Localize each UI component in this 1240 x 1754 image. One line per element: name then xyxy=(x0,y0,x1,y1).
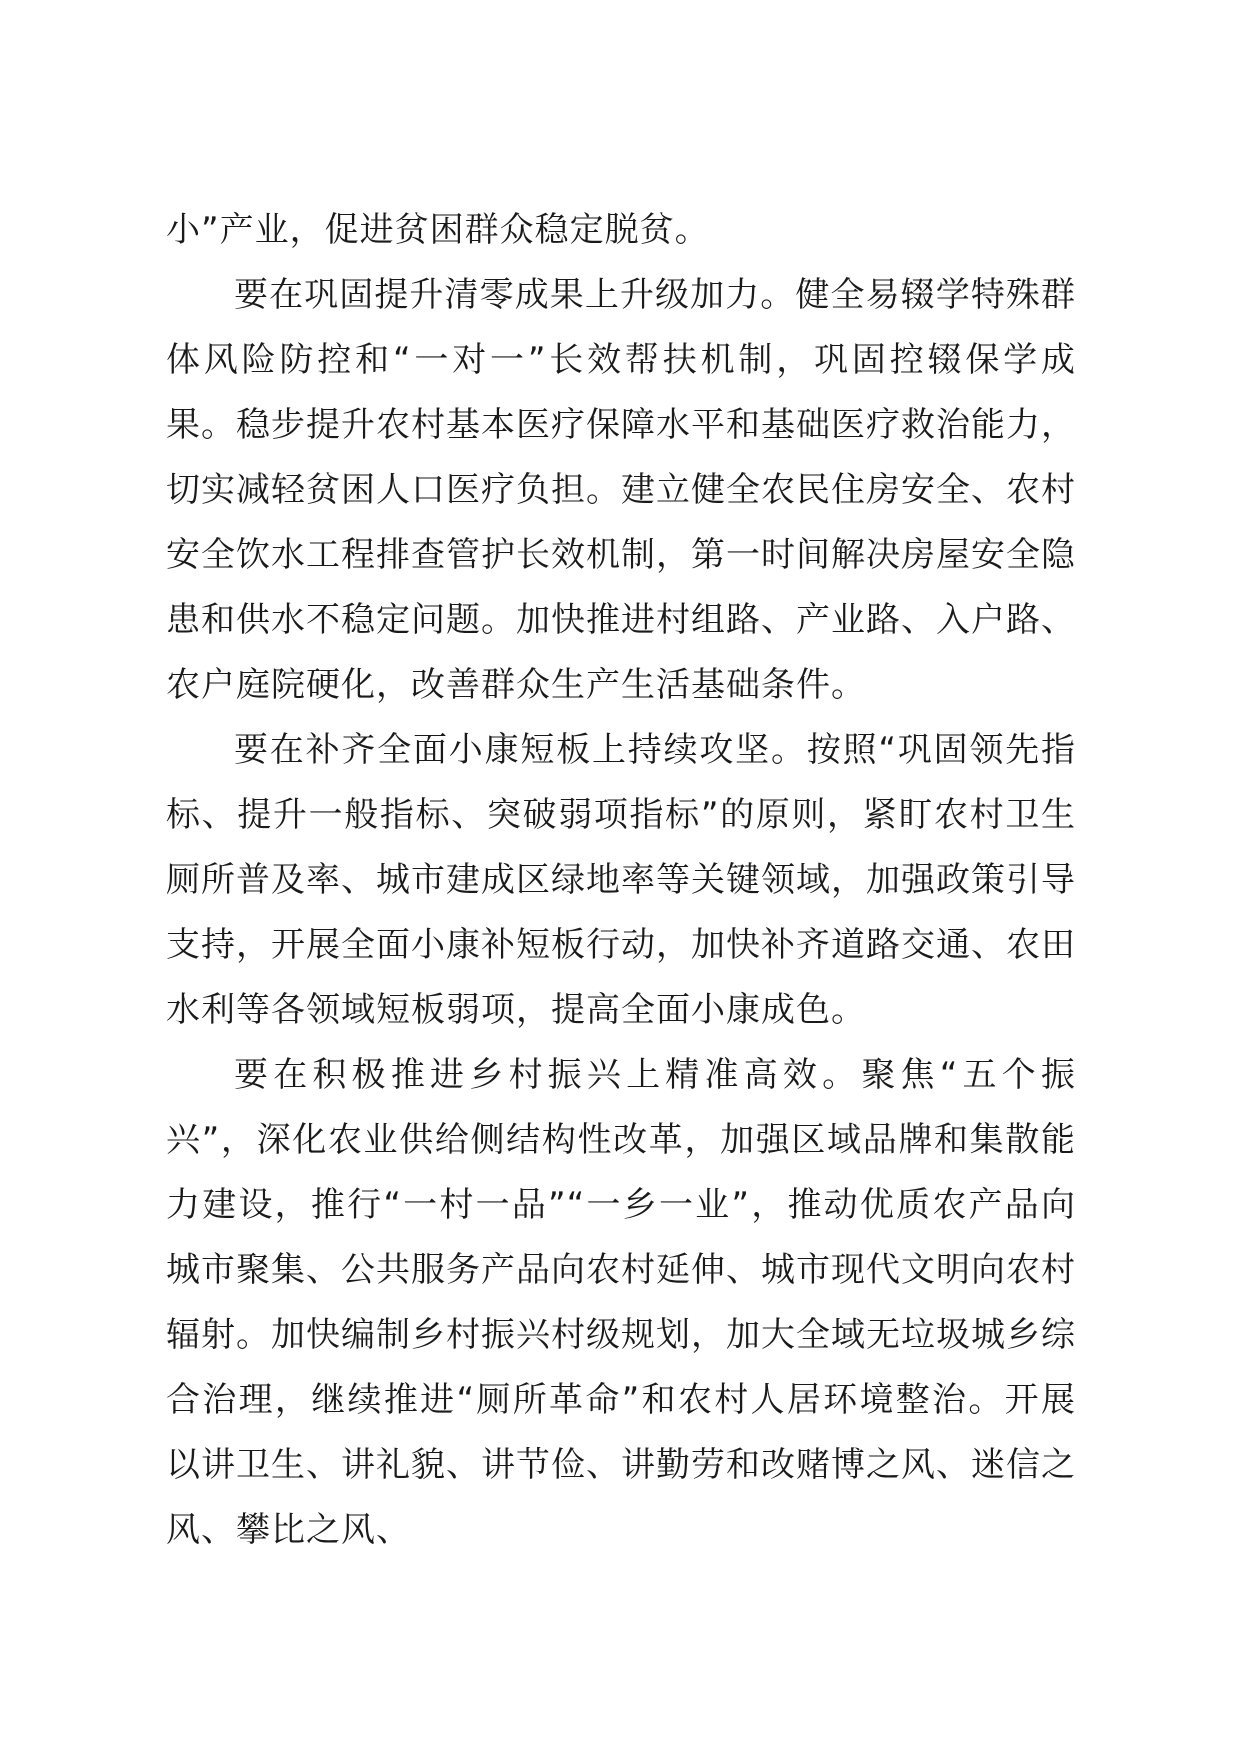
paragraph-continuation: 小”产业，促进贫困群众稳定脱贫。 xyxy=(166,210,710,250)
paragraph-rural-revitalization: 要在积极推进乡村振兴上精准高效。聚焦“五个振兴”，深化农业供给侧结构性改革，加强区域品牌和集散能力建设，推行“一村一品”“一乡一业”，推动优质农产品向城市聚集、公共服务产品向农村延伸、城市现代文明向农村辐射。加快编制乡村振兴村级规划，加大全域无垃圾城乡综合治理，继续推进“厕所革命”和农村人居环境整治。开展以讲卫生、讲礼貌、讲节俭、讲勤劳和改赌博之风、迷信之风、攀比之风、 xyxy=(166,1055,1076,1550)
paragraph-consolidate-results: 要在巩固提升清零成果上升级加力。健全易辍学特殊群体风险防控和“一对一”长效帮扶机制，巩固控辍保学成果。稳步提升农村基本医疗保障水平和基础医疗救治能力，切实减轻贫困人口医疗负担。建立健全农民住房安全、农村安全饮水工程排查管护长效机制，第一时间解决房屋安全隐患和供水不稳定问题。加快推进村组路、产业路、入户路、农户庭院硬化，改善群众生产生活基础条件。 xyxy=(166,275,1076,705)
paragraph-make-up-shortcomings: 要在补齐全面小康短板上持续攻坚。按照“巩固领先指标、提升一般指标、突破弱项指标”的原则，紧盯农村卫生厕所普及率、城市建成区绿地率等关键领域，加强政策引导支持，开展全面小康补短板行动，加快补齐道路交通、农田水利等各领域短板弱项，提高全面小康成色。 xyxy=(166,730,1076,1030)
document-page xyxy=(166,198,1076,1563)
